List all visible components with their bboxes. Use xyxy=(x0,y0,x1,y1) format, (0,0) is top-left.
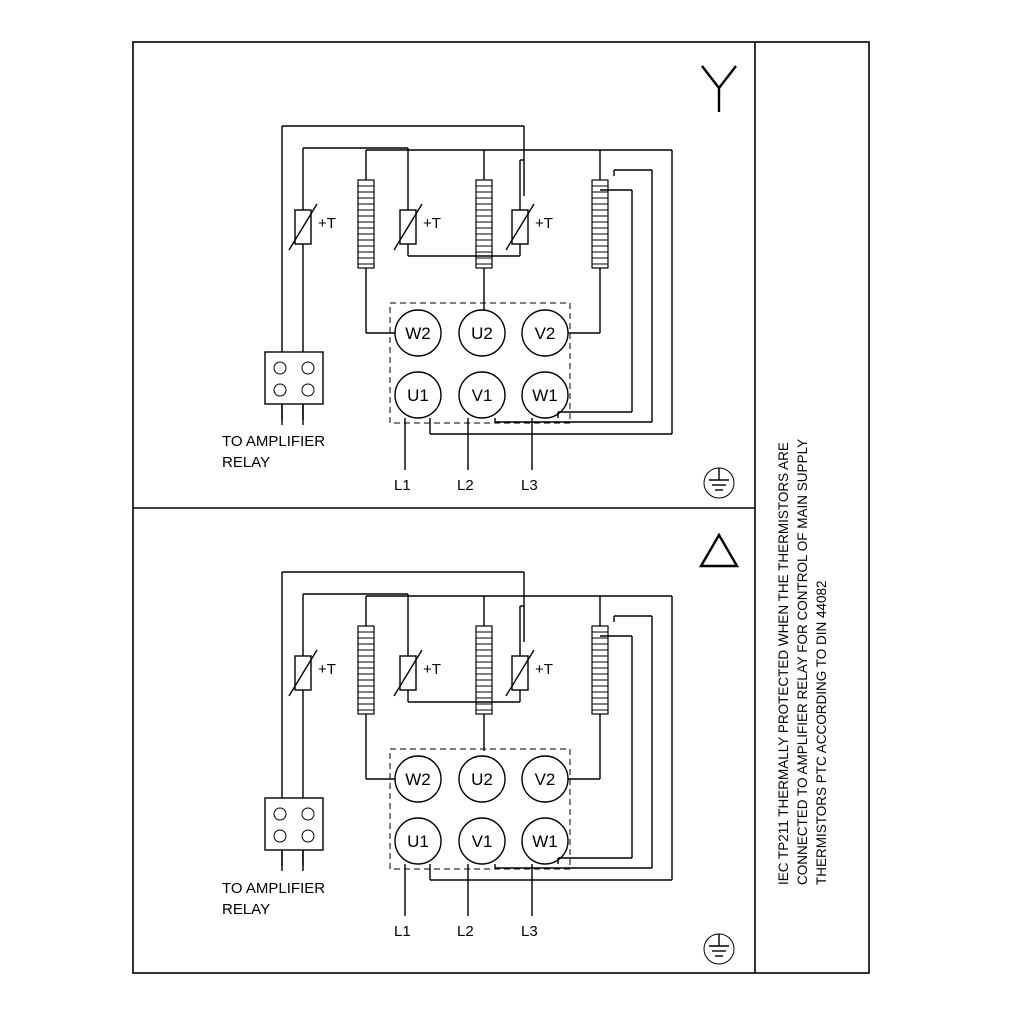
thermistor-3-delta-label: +T xyxy=(535,661,553,678)
panel-star xyxy=(222,66,736,498)
terminal-w1-delta-label: W1 xyxy=(532,832,558,851)
terminal-u1-label: U1 xyxy=(407,386,429,405)
thermistor-3-label: +T xyxy=(535,215,553,232)
supply-label-delta-l1: L1 xyxy=(394,923,411,940)
thermistor-1-delta-label: +T xyxy=(318,661,336,678)
terminal-v2[interactable] xyxy=(522,310,568,356)
terminal-w1[interactable] xyxy=(522,372,568,418)
supply-label-delta-l3: L3 xyxy=(521,923,538,940)
terminal-w2-delta[interactable] xyxy=(395,756,441,802)
supply-label-l3: L3 xyxy=(521,477,538,494)
thermistor-2-delta-label: +T xyxy=(423,661,441,678)
terminal-w1-delta[interactable] xyxy=(522,818,568,864)
terminal-v1-delta-label: V1 xyxy=(471,832,493,851)
supply-label-l1: L1 xyxy=(394,477,411,494)
terminal-u1-delta[interactable] xyxy=(395,818,441,864)
thermistor-1-label: +T xyxy=(318,215,336,232)
side-note-line-3: THERMISTORS PTC ACCORDING TO DIN 44082 xyxy=(814,580,829,885)
delta-triangle-symbol xyxy=(701,535,737,566)
thermistor-2-delta xyxy=(394,642,441,702)
thermistor-3-delta xyxy=(506,642,553,702)
terminal-u2-delta-label: U2 xyxy=(471,770,493,789)
wye-star-symbol xyxy=(702,66,736,112)
amplifier-terminal-block xyxy=(265,352,323,425)
thermistor-3 xyxy=(506,196,553,256)
side-note-block xyxy=(776,439,829,885)
terminal-u2[interactable] xyxy=(459,310,505,356)
terminal-v1[interactable] xyxy=(459,372,505,418)
supply-wiring-delta xyxy=(394,858,672,940)
amplifier-label-line2: RELAY xyxy=(222,454,271,471)
terminal-u1[interactable] xyxy=(395,372,441,418)
terminal-w2-label: W2 xyxy=(405,324,431,343)
side-note-line-2: CONNECTED TO AMPLIFIER RELAY FOR CONTROL OF MAIN SUPPLY xyxy=(795,438,810,885)
amplifier-relay-label-delta xyxy=(222,880,325,918)
motor-coil-3-delta xyxy=(592,618,608,751)
amplifier-label-delta-line2: RELAY xyxy=(222,901,271,918)
supply-label-delta-l2: L2 xyxy=(457,923,474,940)
motor-coil-1-delta xyxy=(358,618,374,751)
thermistor-2-label: +T xyxy=(423,215,441,232)
motor-coil-3 xyxy=(592,172,608,305)
terminal-w2-delta-label: W2 xyxy=(405,770,431,789)
motor-coil-2 xyxy=(476,172,492,305)
supply-wiring xyxy=(394,412,672,494)
amplifier-terminal-block-delta xyxy=(265,798,323,871)
motor-coil-1 xyxy=(358,172,374,305)
terminal-v1-delta[interactable] xyxy=(459,818,505,864)
earth-ground-symbol-2 xyxy=(704,934,734,964)
amplifier-label-delta-line1: TO AMPLIFIER xyxy=(222,880,326,897)
terminal-v2-label: V2 xyxy=(534,324,556,343)
terminal-u2-label: U2 xyxy=(471,324,493,343)
panel-delta xyxy=(222,535,737,964)
terminal-u2-delta[interactable] xyxy=(459,756,505,802)
terminal-v2-delta[interactable] xyxy=(522,756,568,802)
amplifier-relay-label xyxy=(222,433,325,471)
amplifier-label-line1: TO AMPLIFIER xyxy=(222,433,326,450)
earth-ground-symbol xyxy=(704,468,734,498)
thermistor-2 xyxy=(394,196,441,256)
terminal-v1-label: V1 xyxy=(471,386,493,405)
terminal-u1-delta-label: U1 xyxy=(407,832,429,851)
supply-label-l2: L2 xyxy=(457,477,474,494)
motor-coil-2-delta xyxy=(476,618,492,751)
terminal-w1-label: W1 xyxy=(532,386,558,405)
terminal-v2-delta-label: V2 xyxy=(534,770,556,789)
terminal-w2[interactable] xyxy=(395,310,441,356)
side-note-line-1: IEC TP211 THERMALLY PROTECTED WHEN THE THERMISTORS ARE xyxy=(776,442,791,885)
